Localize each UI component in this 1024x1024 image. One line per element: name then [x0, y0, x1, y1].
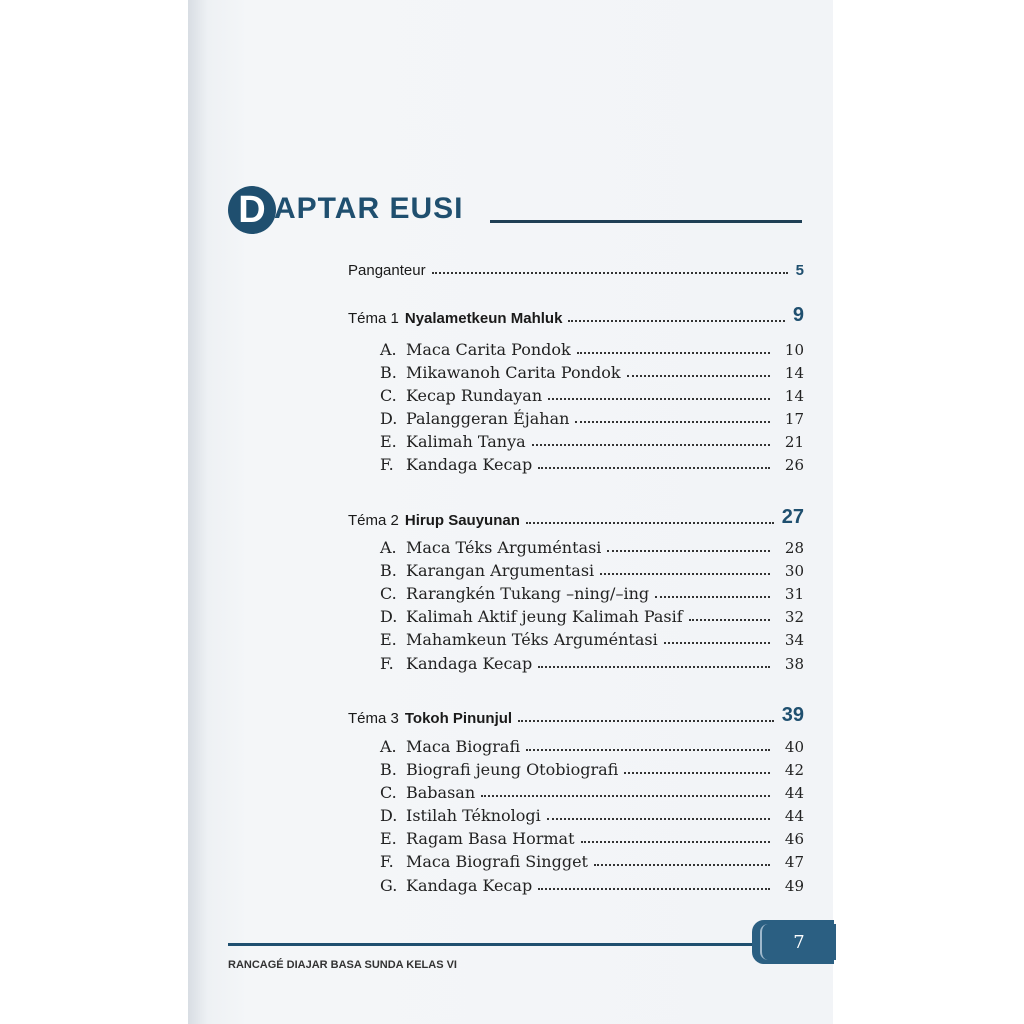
toc-item-letter: A. — [380, 737, 397, 756]
toc-item-page: 38 — [784, 655, 804, 673]
toc-item-title: Mahamkeun Téks Arguméntasi — [406, 630, 658, 649]
toc-item-title: Kalimah Aktif jeung Kalimah Pasif — [406, 607, 683, 626]
toc-item-row — [380, 760, 804, 779]
toc-item-letter: F. — [380, 654, 394, 673]
toc-leader-dots — [526, 522, 774, 524]
toc-item-row — [380, 561, 804, 580]
toc-item-page: 21 — [784, 433, 804, 451]
toc-leader-dots — [532, 444, 770, 446]
heading-initial-circle: D — [228, 186, 276, 234]
toc-item-letter: B. — [380, 363, 397, 382]
toc-item-row — [380, 630, 804, 649]
toc-leader-dots — [538, 888, 770, 890]
footer-rule — [228, 943, 756, 946]
toc-item-title: Maca Biografi Singget — [406, 852, 588, 871]
toc-item-page: 28 — [784, 539, 804, 557]
toc-item-title: Istilah Téknologi — [406, 806, 541, 825]
toc-item-row — [380, 432, 804, 451]
toc-item-letter: C. — [380, 783, 397, 802]
toc-item-title: Karangan Argumentasi — [406, 561, 595, 580]
toc-item-title: Maca Biografi — [406, 737, 521, 756]
toc-item-page: 47 — [784, 853, 804, 871]
heading-text: APTAR EUSI — [274, 192, 464, 225]
toc-leader-dots — [624, 772, 770, 774]
toc-item-row — [380, 876, 804, 895]
toc-item-page: 46 — [784, 830, 804, 848]
toc-item-row — [380, 737, 804, 756]
toc-preface-label: Panganteur — [348, 262, 426, 279]
toc-item-letter: D. — [380, 409, 398, 428]
toc-item-page: 40 — [784, 738, 804, 756]
toc-preface-row — [348, 262, 804, 279]
toc-leader-dots — [526, 749, 770, 751]
toc-leader-dots — [627, 375, 770, 377]
toc-item-row — [380, 783, 804, 802]
toc-item-title: Kandaga Kecap — [406, 455, 533, 474]
toc-item-letter: F. — [380, 852, 394, 871]
toc-item-title: Babasan — [406, 783, 476, 802]
toc-item-page: 42 — [784, 761, 804, 779]
toc-item-title: Mikawanoh Carita Pondok — [406, 363, 621, 382]
toc-item-row — [380, 829, 804, 848]
toc-leader-dots — [577, 352, 770, 354]
toc-leader-dots — [581, 841, 771, 843]
toc-leader-dots — [481, 795, 770, 797]
toc-item-row — [380, 455, 804, 474]
page-number: 7 — [760, 924, 836, 960]
toc-item-title: Kandaga Kecap — [406, 876, 533, 895]
toc-item-letter: A. — [380, 538, 397, 557]
toc-item-letter: E. — [380, 630, 397, 649]
toc-leader-dots — [568, 320, 784, 322]
toc-item-row — [380, 363, 804, 382]
toc-item-page: 31 — [784, 585, 804, 603]
toc-item-row — [380, 386, 804, 405]
toc-theme-name: Hirup Sauyunan — [404, 512, 520, 529]
footer-book-title: RANCAGÉ DIAJAR BASA SUNDA KELAS VI — [228, 959, 457, 971]
toc-item-row — [380, 654, 804, 673]
toc-theme-number: Téma 2 — [348, 512, 399, 529]
toc-theme-number: Téma 3 — [348, 710, 399, 727]
toc-leader-dots — [547, 818, 770, 820]
toc-item-row — [380, 607, 804, 626]
toc-leader-dots — [432, 272, 788, 274]
toc-item-row — [380, 806, 804, 825]
toc-item-letter: E. — [380, 829, 397, 848]
toc-leader-dots — [607, 550, 770, 552]
toc-preface-page: 5 — [795, 262, 804, 279]
toc-item-title: Rarangkén Tukang –ning/–ing — [406, 584, 650, 603]
toc-theme-name: Nyalametkeun Mahluk — [404, 310, 563, 327]
toc-item-title: Palanggeran Éjahan — [406, 409, 570, 428]
toc-item-letter: E. — [380, 432, 397, 451]
toc-item-letter: A. — [380, 340, 397, 359]
heading-rule — [490, 220, 802, 223]
toc-item-page: 30 — [784, 562, 804, 580]
toc-leader-dots — [664, 642, 770, 644]
toc-theme-page: 9 — [792, 304, 804, 326]
toc-item-row — [380, 409, 804, 428]
toc-leader-dots — [575, 421, 770, 423]
toc-item-page: 26 — [784, 456, 804, 474]
toc-item-letter: B. — [380, 760, 397, 779]
toc-item-letter: F. — [380, 455, 394, 474]
page-heading — [228, 186, 803, 242]
toc-item-title: Biografi jeung Otobiografi — [406, 760, 619, 779]
toc-theme-page: 39 — [781, 704, 804, 726]
toc-item-page: 32 — [784, 608, 804, 626]
toc-theme-number: Téma 1 — [348, 310, 399, 327]
toc-leader-dots — [600, 573, 770, 575]
toc-item-letter: D. — [380, 806, 398, 825]
toc-item-page: 34 — [784, 631, 804, 649]
toc-leader-dots — [538, 467, 770, 469]
toc-theme-row — [348, 506, 804, 529]
toc-leader-dots — [518, 720, 774, 722]
toc-item-row — [380, 584, 804, 603]
toc-item-row — [380, 852, 804, 871]
toc-item-page: 44 — [784, 784, 804, 802]
toc-item-title: Kecap Rundayan — [406, 386, 543, 405]
toc-item-page: 10 — [784, 341, 804, 359]
toc-item-letter: G. — [380, 876, 398, 895]
toc-item-letter: C. — [380, 584, 397, 603]
toc-item-row — [380, 538, 804, 557]
toc-item-page: 14 — [784, 387, 804, 405]
toc-leader-dots — [538, 666, 770, 668]
toc-leader-dots — [548, 398, 770, 400]
toc-leader-dots — [655, 596, 770, 598]
toc-item-title: Kandaga Kecap — [406, 654, 533, 673]
toc-item-row — [380, 340, 804, 359]
toc-theme-name: Tokoh Pinunjul — [404, 710, 513, 727]
toc-item-page: 49 — [784, 877, 804, 895]
toc-item-title: Kalimah Tanya — [406, 432, 526, 451]
toc-item-page: 14 — [784, 364, 804, 382]
toc-item-letter: D. — [380, 607, 398, 626]
toc-item-page: 17 — [784, 410, 804, 428]
toc-item-title: Maca Carita Pondok — [406, 340, 571, 359]
toc-item-title: Ragam Basa Hormat — [406, 829, 575, 848]
toc-theme-row — [348, 304, 804, 327]
toc-theme-row — [348, 704, 804, 727]
toc-item-letter: B. — [380, 561, 397, 580]
toc-theme-page: 27 — [781, 506, 804, 528]
toc-leader-dots — [689, 619, 770, 621]
toc-item-page: 44 — [784, 807, 804, 825]
toc-item-title: Maca Téks Arguméntasi — [406, 538, 602, 557]
toc-item-letter: C. — [380, 386, 397, 405]
toc-leader-dots — [594, 864, 770, 866]
